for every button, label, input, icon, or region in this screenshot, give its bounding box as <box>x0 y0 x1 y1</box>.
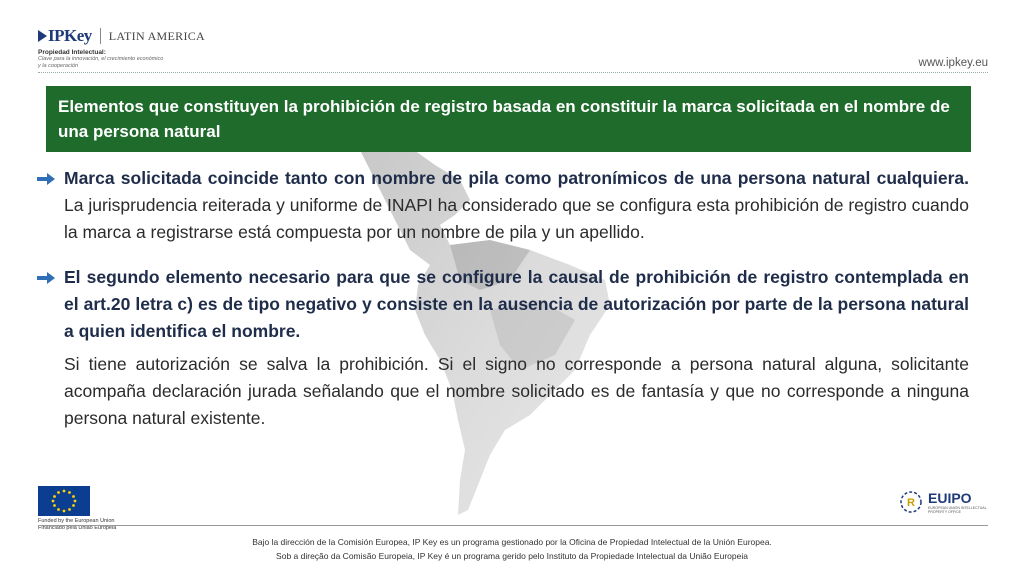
footer-disclaimer-pt: Sob a direção da Comisão Europeia, IP Key é un programa gerido pelo Instituto da Propiedade Intelectual da União Europeia <box>276 551 748 561</box>
ipkey-arrow-icon <box>38 30 47 42</box>
bullet-paragraph-2 <box>64 264 969 345</box>
ipkey-logo <box>38 26 205 70</box>
paragraph-3: Si tiene autorización se salva la prohibición. Si el signo no corresponde a persona natural alguna, solicitante acompaña declaración jurada señalando que el nombre solicitado es de fantasía y que no corresponde a ninguna persona natural existente. <box>64 354 969 428</box>
logo-tagline-2: y la cooperación <box>38 63 79 69</box>
title-banner <box>46 86 971 152</box>
euipo-subtitle: EUROPEAN UNION INTELLECTUAL PROPERTY OFFICE <box>928 506 987 514</box>
logo-divider <box>100 28 101 44</box>
footer-disclaimer-es: Bajo la dirección de la Comisión Europea, IP Key es un programa gestionado por la Oficina de Propiedad Intelectual de la Unión Europea. <box>252 537 772 547</box>
funded-by-eu-en: Funded by the European Union <box>38 518 115 524</box>
euipo-emblem-icon <box>900 491 922 513</box>
bullet-arrow-icon <box>36 172 56 186</box>
logo-subtitle: Propiedad Intelectual: <box>38 49 106 56</box>
eu-flag-icon <box>38 486 90 516</box>
paragraph-1-heading: Marca solicitada coincide tanto con nombre de pila como patronímicos de una persona natural cualquiera. <box>64 168 969 188</box>
euipo-name: EUIPO <box>928 490 972 506</box>
slide-header <box>0 0 1024 80</box>
paragraph-1-text: La jurisprudencia reiterada y uniforme de INAPI ha considerado que se configura esta prohibición de registro cuando la marca a registrarse está compuesta por un nombre de pila y un apellido. <box>64 195 969 242</box>
svg-text:R: R <box>907 497 915 509</box>
logo-region: LATIN AMERICA <box>108 28 206 43</box>
footer-divider <box>38 525 988 526</box>
logo-tagline-1: Clave para la innovación, el crecimiento económico <box>38 56 164 62</box>
paragraph-2-heading: El segundo elemento necesario para que se configure la causal de prohibición de registro contemplada en el art.20 letra c) es de tipo negativo y consiste en la ausencia de autorización por parte de la persona natural a quien identifica el nombre. <box>64 267 969 341</box>
logo-brand: IPKey <box>48 26 92 45</box>
slide-content <box>64 165 969 432</box>
bullet-arrow-icon <box>36 271 56 285</box>
euipo-logo <box>900 490 998 514</box>
funded-by-eu-pt: Financiado pela União Europeia <box>38 525 117 531</box>
slide-title: Elementos que constituyen la prohibición de registro basada en constituir la marca solicitada en el nombre de una persona natural <box>58 97 950 141</box>
bullet-paragraph-1 <box>64 165 969 246</box>
website-link[interactable]: www.ipkey.eu <box>918 57 988 69</box>
header-divider <box>38 72 988 73</box>
